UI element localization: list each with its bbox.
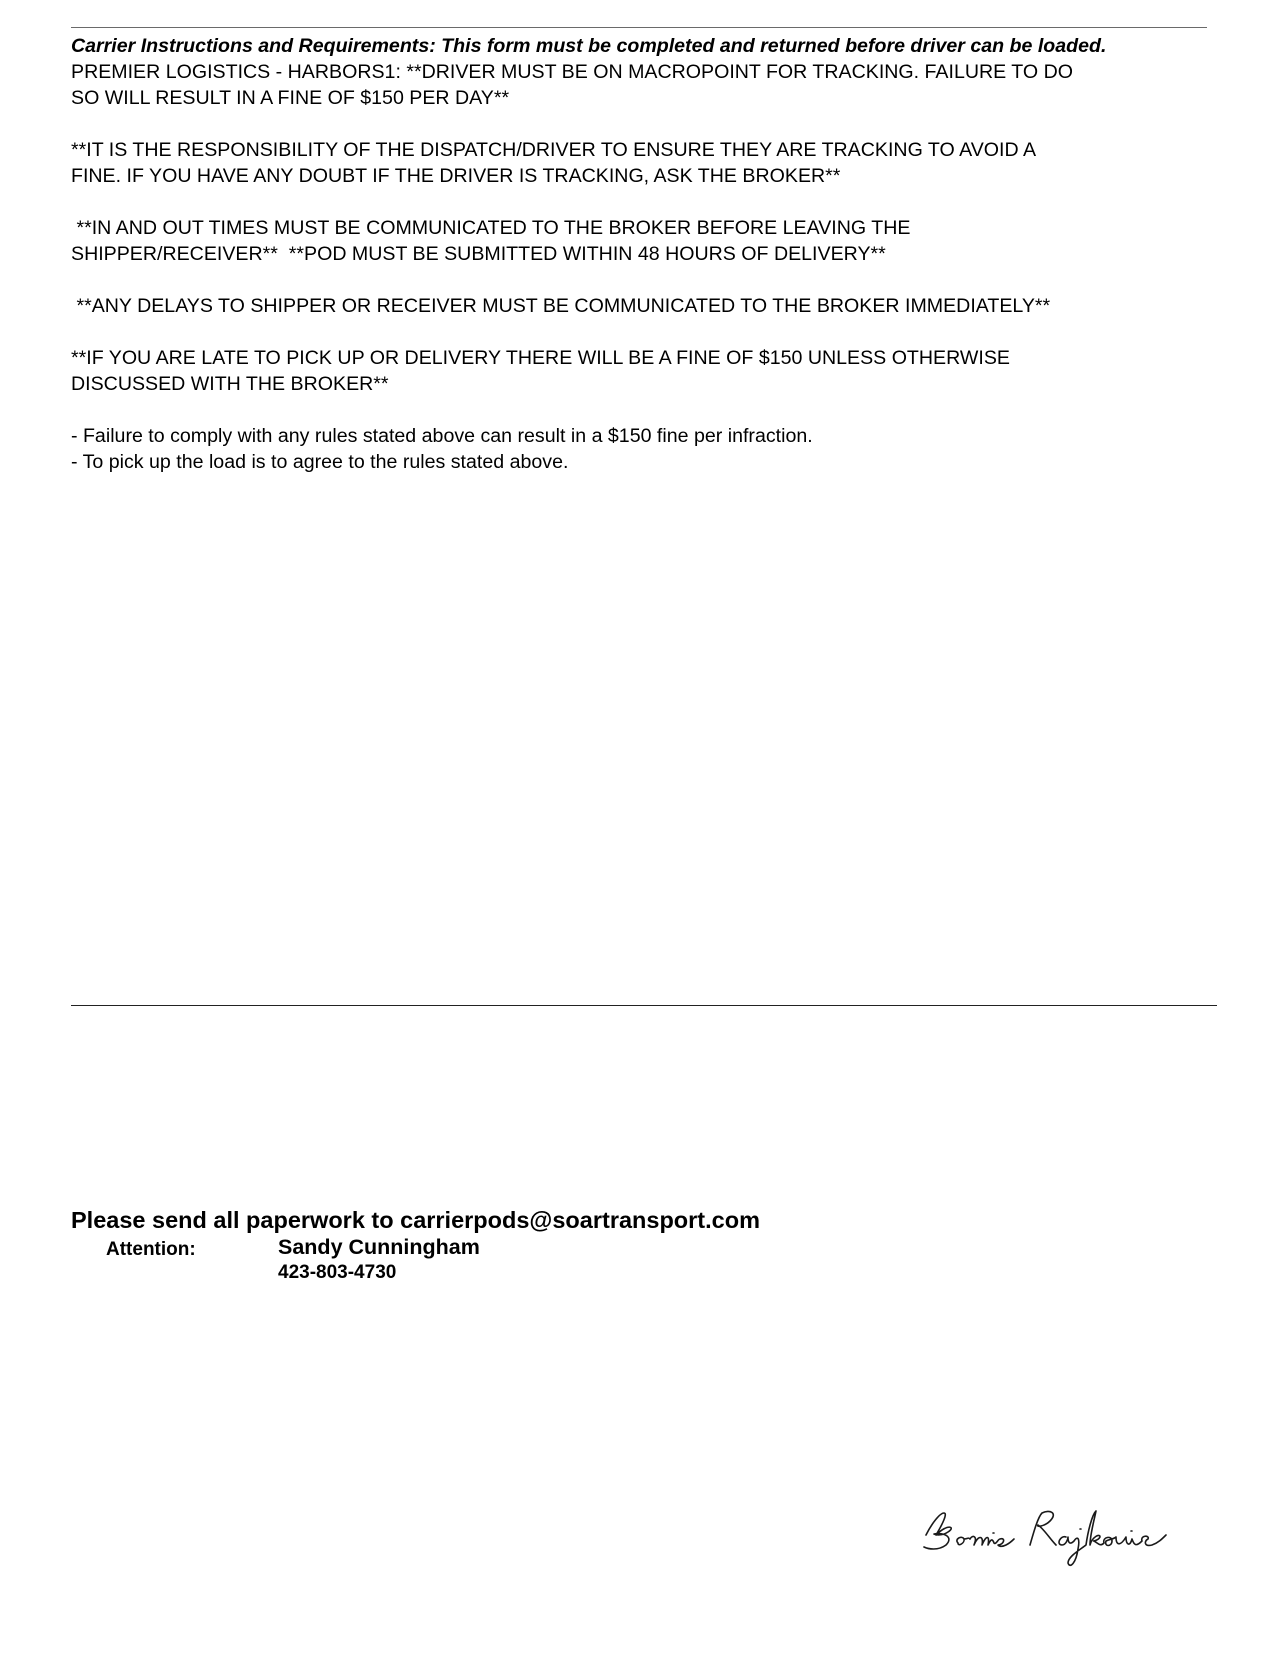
attention-name: Sandy Cunningham	[278, 1235, 480, 1259]
instruction-paragraph-tracking: **IT IS THE RESPONSIBILITY OF THE DISPATCH/DRIVER TO ENSURE THEY ARE TRACKING TO AVOID A FINE. IF YOU HAVE ANY DOUBT IF THE DRIVER IS TRACKING, ASK THE BROKER**	[71, 139, 1037, 187]
contact-block	[71, 1205, 760, 1283]
instructions-heading: Carrier Instructions and Requirements: This form must be completed and returned before driver can be loaded.	[71, 35, 1107, 57]
send-paperwork-line: Please send all paperwork to carrierpods@soartransport.com	[71, 1207, 760, 1233]
middle-divider	[71, 1005, 1217, 1006]
rule-item-fine: - Failure to comply with any rules stated above can result in a $150 fine per infraction.	[71, 425, 813, 447]
attention-phone: 423-803-4730	[278, 1262, 397, 1283]
instruction-paragraph-delays: **ANY DELAYS TO SHIPPER OR RECEIVER MUST BE COMMUNICATED TO THE BROKER IMMEDIATELY**	[71, 295, 1051, 317]
instruction-paragraph-macropoint: PREMIER LOGISTICS - HARBORS1: **DRIVER MUST BE ON MACROPOINT FOR TRACKING. FAILURE TO DO SO WILL RESULT IN A FINE OF $150 PER DAY**	[71, 61, 1073, 109]
carrier-instructions	[71, 33, 1211, 475]
top-divider	[71, 27, 1207, 28]
rule-item-agreement: - To pick up the load is to agree to the rules stated above.	[71, 451, 569, 473]
instruction-paragraph-in-out-times: **IN AND OUT TIMES MUST BE COMMUNICATED TO THE BROKER BEFORE LEAVING THE SHIPPER/RECEIVER** **POD MUST BE SUBMITTED WITHIN 48 HOURS OF DELIVERY**	[71, 217, 911, 265]
instruction-paragraph-late-fine: **IF YOU ARE LATE TO PICK UP OR DELIVERY THERE WILL BE A FINE OF $150 UNLESS OTHERWISE DISCUSSED WITH THE BROKER**	[71, 347, 1010, 395]
attention-label: Attention:	[106, 1239, 196, 1260]
signature-image	[918, 1505, 1178, 1575]
attention-row	[71, 1235, 760, 1283]
rules-list	[71, 423, 1211, 475]
